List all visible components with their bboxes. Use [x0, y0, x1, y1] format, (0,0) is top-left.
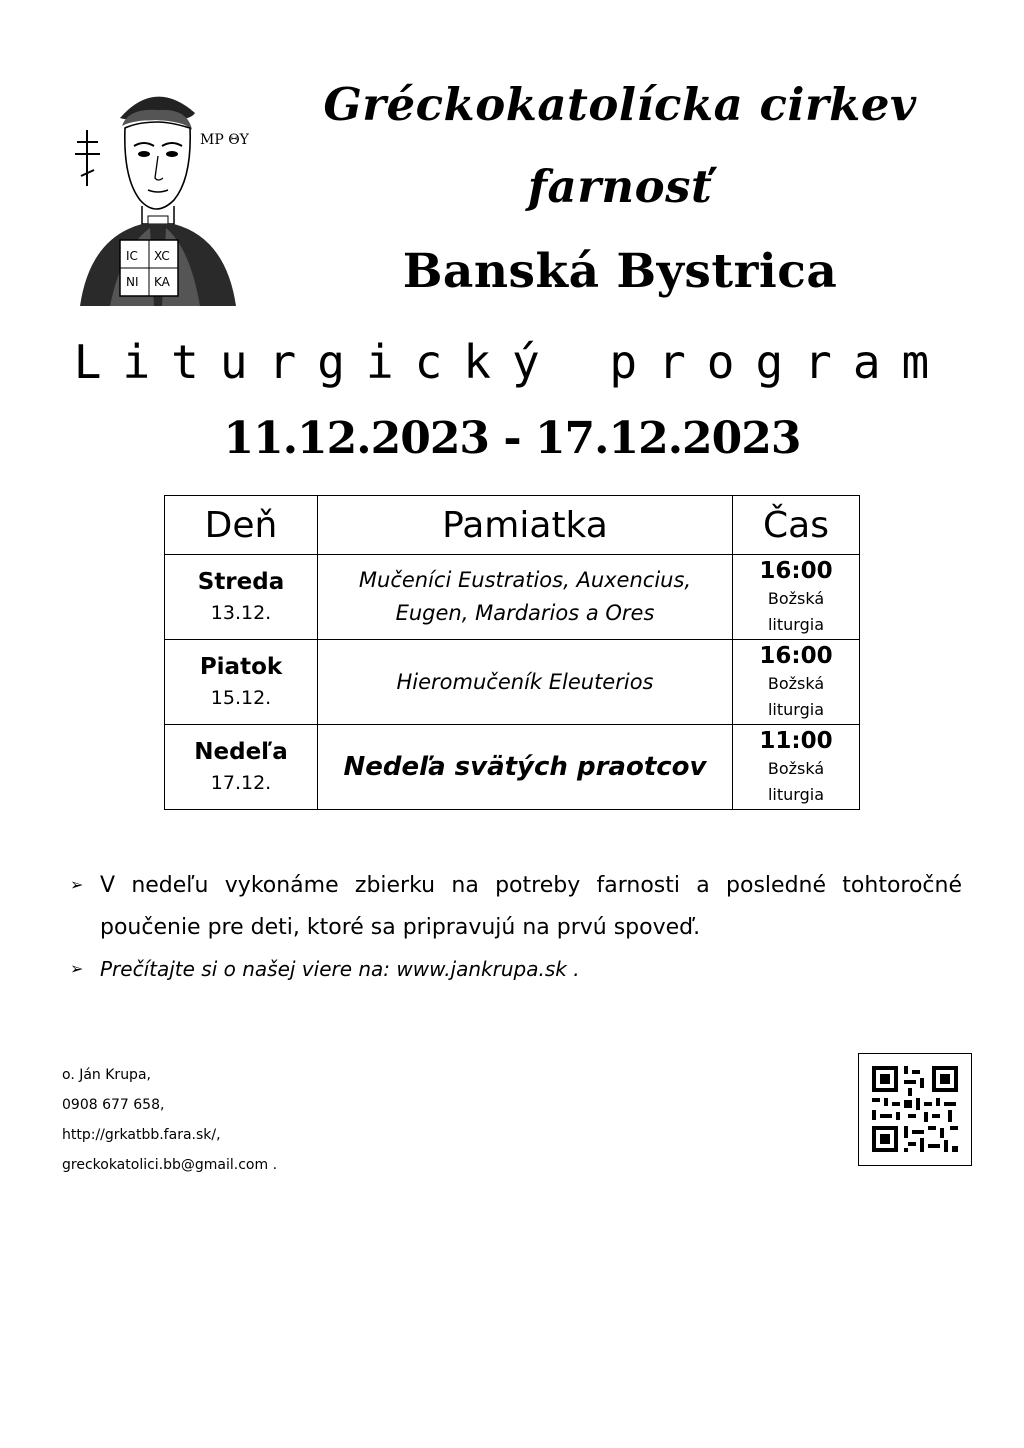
table-row	[165, 640, 860, 725]
arrow-bullet-icon: ➢	[70, 959, 84, 978]
time-cell	[733, 725, 860, 810]
header-time: Čas	[733, 496, 860, 555]
service-line: Božská	[767, 759, 825, 778]
service-line: liturgia	[767, 700, 824, 719]
day-cell	[165, 640, 318, 725]
day-date: 17.12.	[210, 772, 272, 794]
arrow-bullet-icon: ➢	[70, 875, 84, 894]
list-item	[70, 865, 962, 949]
parish-city: Banská Bystrica	[402, 244, 838, 299]
contact-phone: 0908 677 658,	[62, 1097, 165, 1113]
program-title: Liturgický program	[73, 335, 951, 389]
memory-line: Nedeľa svätých praotcov	[343, 751, 707, 782]
header-day: Deň	[165, 496, 318, 555]
icon-letters-2: XC	[154, 249, 170, 263]
table-row	[165, 555, 860, 640]
portrait-monogram: MP ΘY	[200, 132, 249, 148]
contact-email: greckokatolici.bb@gmail.com .	[62, 1157, 278, 1173]
day-date: 13.12.	[210, 602, 272, 624]
date-range: 11.12.2023 - 17.12.2023	[223, 413, 801, 464]
table-header-row	[165, 496, 860, 555]
icon-letters-1: IC	[126, 249, 138, 263]
time-cell	[733, 640, 860, 725]
day-name: Nedeľa	[194, 739, 288, 765]
day-name: Piatok	[199, 654, 283, 680]
cross-icon	[75, 130, 100, 186]
icon-letters-3: NI	[126, 275, 139, 289]
note-text: V nedeľu vykonáme zbierku na potreby farnosti a posledné tohtoročné poučenie pre deti, ktoré sa pripravujú na prvú spoveď.	[100, 873, 962, 940]
parish-label: farnosť	[527, 160, 713, 213]
header-memory: Pamiatka	[318, 496, 733, 555]
memory-cell	[318, 725, 733, 810]
time-value: 16:00	[759, 558, 833, 584]
contact-block	[62, 1064, 277, 1184]
memory-line: Mučeníci Eustratios, Auxencius,	[358, 568, 692, 592]
day-cell	[165, 725, 318, 810]
portrait-illustration	[70, 78, 249, 306]
service-line: liturgia	[767, 615, 824, 634]
service-line: liturgia	[767, 785, 824, 804]
icon-letters-4: KA	[154, 275, 170, 289]
day-name: Streda	[197, 569, 285, 595]
notes-list	[70, 865, 962, 989]
schedule-table	[164, 495, 860, 810]
time-cell	[733, 555, 860, 640]
service-line: Božská	[767, 674, 825, 693]
memory-cell	[318, 640, 733, 725]
memory-cell	[318, 555, 733, 640]
time-value: 11:00	[759, 728, 833, 754]
note-text: Prečítajte si o našej viere na: www.jankrupa.sk .	[100, 957, 580, 981]
contact-name: o. Ján Krupa,	[62, 1067, 151, 1083]
qr-code-icon	[858, 1053, 972, 1166]
list-item	[70, 949, 962, 989]
memory-line: Hieromučeník Eleuterios	[396, 669, 654, 694]
day-date: 15.12.	[210, 687, 272, 709]
time-value: 16:00	[759, 643, 833, 669]
day-cell	[165, 555, 318, 640]
table-row	[165, 725, 860, 810]
service-line: Božská	[767, 589, 825, 608]
contact-web: http://grkatbb.fara.sk/,	[62, 1127, 221, 1143]
church-name: Gréckokatolícka cirkev	[323, 78, 917, 131]
memory-line: Eugen, Mardarios a Ores	[395, 601, 655, 625]
